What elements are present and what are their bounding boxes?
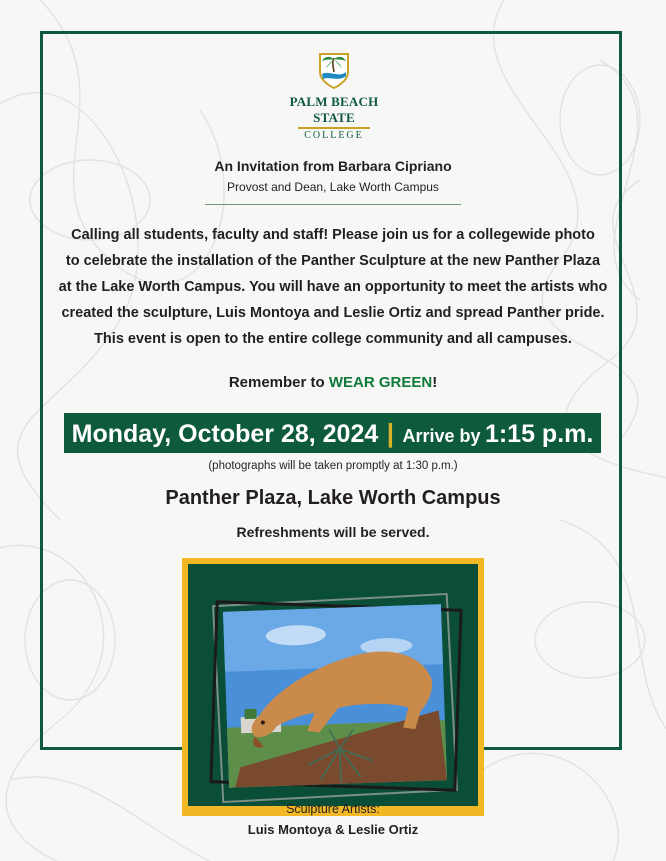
sculpture-photo-frame	[182, 558, 484, 816]
refreshments-note: Refreshments will be served.	[236, 524, 430, 540]
dress-code-reminder	[40, 374, 626, 391]
arrive-time: 1:15 p.m.	[484, 420, 594, 448]
panther-sculpture-image	[188, 564, 478, 806]
body-line: Calling all students, faculty and staff! Please join us for a collegewide photo	[71, 227, 595, 243]
logo-wordmark-line2: COLLEGE	[304, 130, 364, 141]
banner-separator: |	[386, 418, 394, 448]
body-line: to celebrate the installation of the Panther Sculpture at the new Panther Plaza	[65, 253, 601, 269]
college-logo	[275, 52, 393, 141]
invitation-title: An Invitation from Barbara Cipriano	[214, 158, 452, 174]
reminder-prefix: Remember to	[228, 374, 329, 391]
photo-time-note: (photographs will be taken promptly at 1:30 p.m.)	[208, 460, 458, 472]
photo-panel	[188, 564, 478, 806]
body-line: at the Lake Worth Campus. You will have an opportunity to meet the artists who	[58, 279, 608, 295]
arrive-label: Arrive by	[402, 426, 481, 446]
caption-artist-names: Luis Montoya & Leslie Ortiz	[247, 822, 419, 837]
body-line: created the sculpture, Luis Montoya and Leslie Ortiz and spread Panther pride.	[61, 305, 605, 321]
event-date-banner	[64, 413, 601, 453]
logo-divider	[298, 127, 370, 129]
logo-wordmark-line1: PALM BEACH STATE	[289, 94, 379, 125]
palm-shield-icon	[317, 52, 351, 90]
body-line: This event is open to the entire college community and all campuses.	[94, 331, 572, 347]
wear-green-highlight: WEAR GREEN	[328, 374, 433, 391]
invitation-subtitle: Provost and Dean, Lake Worth Campus	[227, 180, 439, 194]
event-date: Monday, October 28, 2024	[71, 420, 379, 448]
invitation-body	[52, 222, 614, 352]
caption-label: Sculpture Artists:	[286, 802, 380, 816]
event-location: Panther Plaza, Lake Worth Campus	[165, 487, 501, 509]
reminder-suffix: !	[432, 374, 438, 391]
divider-line	[205, 204, 461, 205]
